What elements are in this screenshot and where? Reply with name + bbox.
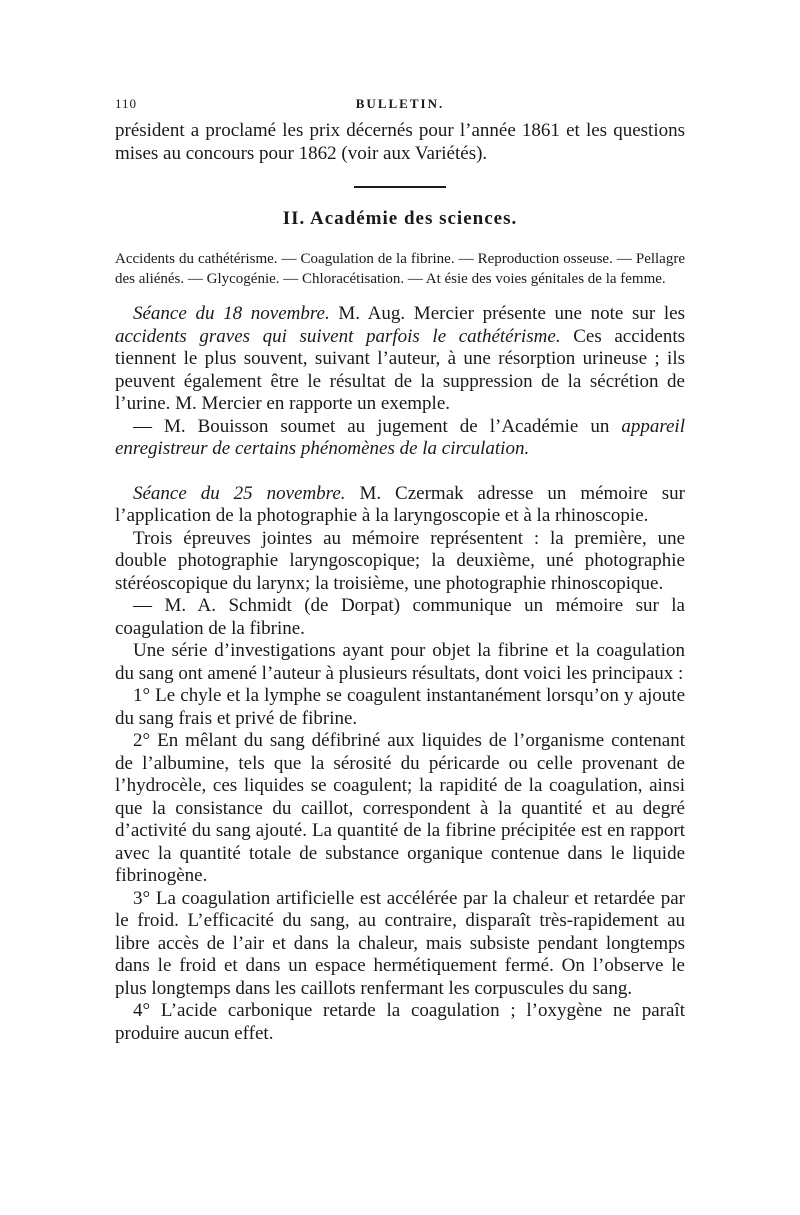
intro-paragraph: président a proclamé les prix décernés pour l’année 1861 et les questions mises au concours pour 1862 (voir aux Variétés). [115,120,685,164]
epreuves-paragraph: Trois épreuves jointes au mémoire représentent : la première, une double photographie laryngoscopique; la deuxième, uné photographie stéréoscopique du larynx; la troisième, une photographie rhinoscopique. [115,527,685,594]
running-head: BULLETIN. [355,96,445,111]
result-2: 2° En mêlant du sang défibriné aux liquides de l’organisme contenant de l’albumine, tels que la sérosité du péricarde ou celle provenant de l’hydrocèle, ces liquides se coagulent; la rapidité de la coagulation, ainsi que la consistance du caillot, correspondent à la quantité et au degré d’activité du sang ajouté. La quantité de la fibrine précipitée est en rapport avec la quantité totale de substance organique contenue dans le liquide fibrinogène. [115,730,685,886]
mercier-text-a: M. Aug. Mercier présente une note sur les [329,303,685,324]
bouisson-text: — M. Bouisson soumet au jugement de l’Académie un [133,415,622,437]
section-title: II. Académie des sciences. [282,208,518,229]
seance-25-paragraph [115,483,685,528]
bouisson-paragraph [115,416,685,461]
seance-18-date: Séance du 18 novembre. [133,303,330,324]
seance-18-paragraph [115,303,685,416]
serie-paragraph: Une série d’investigations ayant pour objet la fibrine et la coagulation du sang ont amené l’auteur à plusieurs résultats, dont voici les principaux : [115,640,685,684]
page-header [115,92,685,120]
seance-25-date: Séance du 25 novembre. [133,482,346,504]
result-1: 1° Le chyle et la lymphe se coagulent instantanément lorsqu’on y ajoute du sang frais et privé de fibrine. [115,685,685,729]
bouisson-italic: appareil enregistreur de certains phénomènes de la circulation. [115,415,685,459]
schmidt-paragraph: — M. A. Schmidt (de Dorpat) communique un mémoire sur la coagulation de la fibrine. [115,595,685,639]
result-3: 3° La coagulation artificielle est accélérée par la chaleur et retardée par le froid. L’efficacité du sang, au contraire, disparaît très-rapidement au libre accès de l’air et dans la chaleur, mais subsiste pendant longtemps dans le froid et dans un espace hermétiquement fermé. On l’observe le plus longtemps dans les caillots renfermant les corpuscules du sang. [115,887,685,999]
mercier-italic: accidents graves qui suivent parfois le cathétérisme. [115,325,561,347]
result-4: 4° L’acide carbonique retarde la coagulation ; l’oxygène ne paraît produire aucun effet. [115,1000,685,1044]
czermak-text: M. Czermak adresse un mémoire sur l’application de la photographie à la laryngoscopie et à la rhinoscopie. [115,482,685,526]
page [115,92,685,1045]
mercier-text-b: Ces accidents tiennent le plus souvent, suivant l’auteur, à une résorption urineuse ; ils peuvent également être le résultat de la suppression de la sécrétion de l’urine. M. Mercier en rapporte un exemple. [115,325,686,414]
section-summary: Accidents du cathétérisme. — Coagulation de la fibrine. — Reproduction osseuse. — Pellagre des aliénés. — Glycogénie. — Chloracétisation. — At ésie des voies génitales de la femme. [115,251,685,287]
page-number: 110 [115,96,138,111]
section-divider [354,186,446,188]
